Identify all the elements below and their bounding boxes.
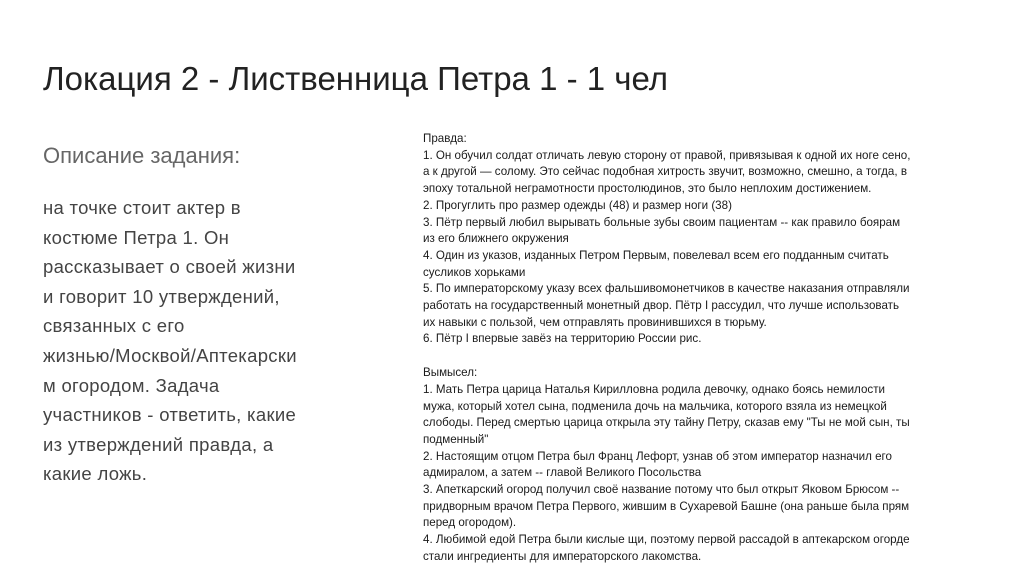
fiction-heading: Вымысел: (423, 366, 478, 380)
text-line: из его ближнего окружения (423, 232, 569, 246)
text-line: 5. По императорскому указу всех фальшивомонетчиков в качестве наказания отправляли (423, 282, 910, 296)
text-line: 1. Он обучил солдат отличать левую сторону от правой, привязывая к одной их ноге сено, (423, 148, 911, 162)
text-line: адмиралом, а затем -- главой Великого Посольства (423, 466, 702, 480)
text-line: участников - ответить, какие (43, 404, 297, 426)
truth-list (423, 148, 910, 348)
text-line: а к другой — солому. Это сейчас подобная хитрость звучит, возможно, смешно, а тогда, в (423, 165, 907, 179)
text-line: 6. Пётр I впервые завёз на территорию России рис. (423, 332, 702, 346)
text-line: стали ингредиенты для императорского лакомства. (423, 549, 702, 563)
text-line: перед огородом). (423, 516, 517, 530)
text-line: слободы. Перед смертью царица открыла эту тайну Петру, сказав ему "Ты не мой сын, ты (423, 416, 910, 430)
text-line: 4. Один из указов, изданных Петром Первым, повелевал всем его подданным считать (423, 248, 889, 262)
slide-title: Локация 2 - Лиственница Петра 1 - 1 чел (43, 60, 668, 97)
text-line: какие ложь. (43, 463, 148, 485)
text-line: и говорит 10 утверждений, (43, 285, 280, 307)
task-description (43, 193, 297, 489)
fiction-list (423, 382, 910, 566)
text-line: 4. Любимой едой Петра были кислые щи, поэтому первой рассадой в аптекарском огорде (423, 533, 910, 547)
text-line: 2. Прогуглить про размер одежды (48) и размер ноги (38) (423, 198, 732, 212)
text-line: 2. Настоящим отцом Петра был Франц Лефорт, узнав об этом император назначил его (423, 449, 892, 463)
text-line: подменный" (423, 432, 489, 446)
text-line: придворным врачом Петра Первого, жившим в Сухаревой Башне (она раньше была прям (423, 499, 910, 513)
statements-panel (423, 131, 910, 566)
text-line: жизнью/Москвой/Аптекарски (43, 344, 297, 366)
text-line: м огородом. Задача (43, 374, 220, 396)
text-line: из утверждений правда, а (43, 433, 274, 455)
task-subtitle: Описание задания: (43, 143, 241, 168)
text-line: эпоху тотальной неграмотности простолюдинов, это было неплохим достижением. (423, 182, 872, 196)
truth-heading: Правда: (423, 132, 467, 145)
text-line: связанных с его (43, 315, 185, 337)
text-line: на точке стоит актер в (43, 197, 241, 218)
text-line: их навыки с пользой, чем отправлять провинившихся в тюрьму. (423, 315, 767, 329)
text-line: мужа, который хотел сына, подменила дочь на мальчика, которого взяла из немецкой (423, 399, 887, 413)
text-line: 1. Мать Петра царица Наталья Кирилловна родила девочку, однако боясь немилости (423, 382, 885, 396)
text-line: 3. Пётр первый любил вырывать больные зубы своим пациентам -- как правило боярам (423, 215, 901, 229)
text-line: 3. Апеткарский огород получил своё название потому что был открыт Яковом Брюсом -- (423, 483, 900, 497)
text-line: рассказывает о своей жизни (43, 256, 296, 278)
text-line: сусликов хорьками (423, 265, 526, 279)
text-line: костюме Петра 1. Он (43, 226, 230, 248)
text-line: работать на государственный монетный двор. Пётр I рассудил, что лучше использовать (423, 299, 899, 313)
